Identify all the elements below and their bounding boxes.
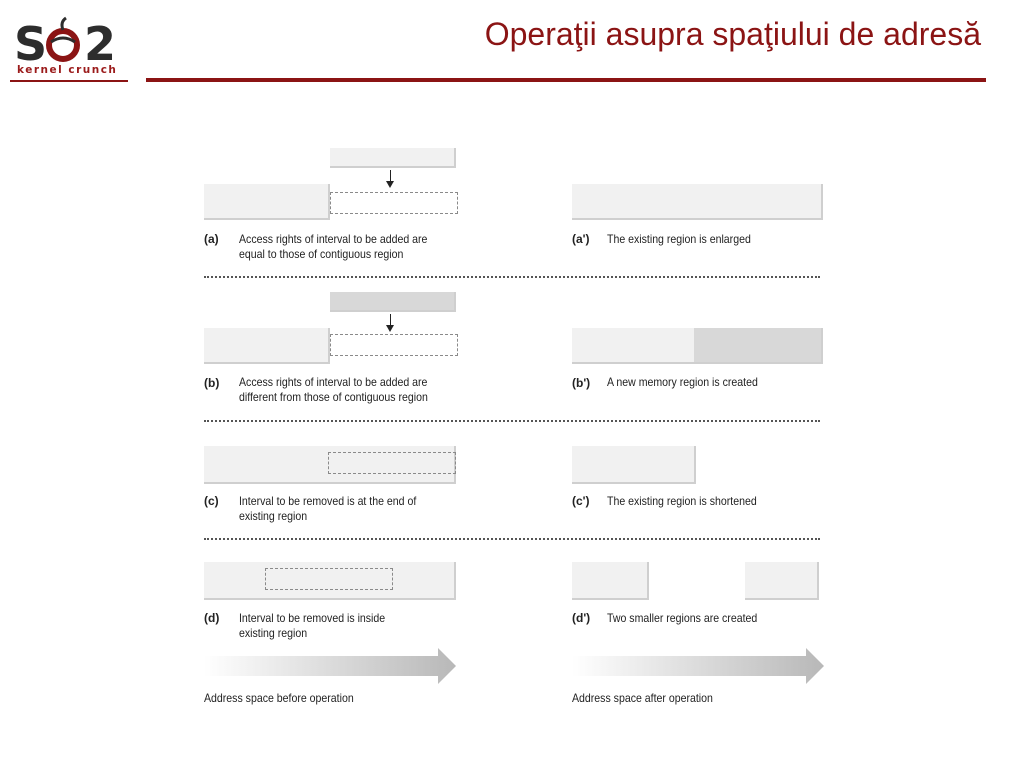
new-region-b-after — [694, 328, 823, 364]
logo-subtitle: kernel crunch — [17, 64, 118, 76]
added-interval-b — [330, 334, 458, 356]
label-text-d-line2: existing region — [239, 626, 308, 640]
label-text-b-after: A new memory region is created — [607, 375, 758, 389]
interval-to-add-a — [330, 148, 456, 168]
label-tag-c: (c) — [204, 494, 219, 508]
enlarged-region-a-after — [572, 184, 823, 220]
interval-to-add-b — [330, 292, 456, 312]
label-text-d-after: Two smaller regions are created — [607, 611, 758, 625]
existing-region-b-after — [572, 328, 694, 364]
label-tag-a: (a) — [204, 232, 219, 246]
shortened-region-c-after — [572, 446, 696, 484]
label-text-d-line1: Interval to be removed is inside — [239, 611, 386, 625]
label-tag-d: (d) — [204, 611, 220, 625]
removed-interval-c — [328, 452, 456, 474]
label-tag-b: (b) — [204, 376, 220, 390]
row-separator — [204, 538, 820, 540]
label-tag-a-after: (a') — [572, 232, 590, 246]
address-direction-arrow-icon — [204, 648, 458, 684]
removed-interval-d — [265, 568, 393, 590]
added-interval-a — [330, 192, 458, 214]
arrow-down-icon — [390, 314, 391, 330]
svg-text:S: S — [14, 17, 48, 68]
label-text-c-after: The existing region is shortened — [607, 494, 757, 508]
label-text-a-line1: Access rights of interval to be added are — [239, 232, 428, 246]
row-separator — [204, 420, 820, 422]
existing-region-b — [204, 328, 330, 364]
label-tag-c-after: (c') — [572, 494, 590, 508]
label-tag-d-after: (d') — [572, 611, 591, 625]
slide-title: Operaţii asupra spaţiului de adresă — [484, 16, 981, 52]
footer-after-label: Address space after operation — [572, 691, 713, 705]
existing-region-a — [204, 184, 330, 220]
label-text-b-line2: different from those of contiguous region — [239, 390, 428, 404]
left-region-d-after — [572, 562, 649, 600]
label-text-c-line1: Interval to be removed is at the end of — [239, 494, 417, 508]
label-text-a-line2: equal to those of contiguous region — [239, 247, 404, 261]
address-direction-arrow-icon — [572, 648, 826, 684]
arrow-down-icon — [390, 170, 391, 186]
label-tag-b-after: (b') — [572, 376, 591, 390]
label-text-c-line2: existing region — [239, 509, 308, 523]
footer-before-label: Address space before operation — [204, 691, 354, 705]
right-region-d-after — [745, 562, 819, 600]
label-text-a-after: The existing region is enlarged — [607, 232, 751, 246]
svg-text:2: 2 — [84, 17, 117, 68]
row-separator — [204, 276, 820, 278]
label-text-b-line1: Access rights of interval to be added are — [239, 375, 428, 389]
